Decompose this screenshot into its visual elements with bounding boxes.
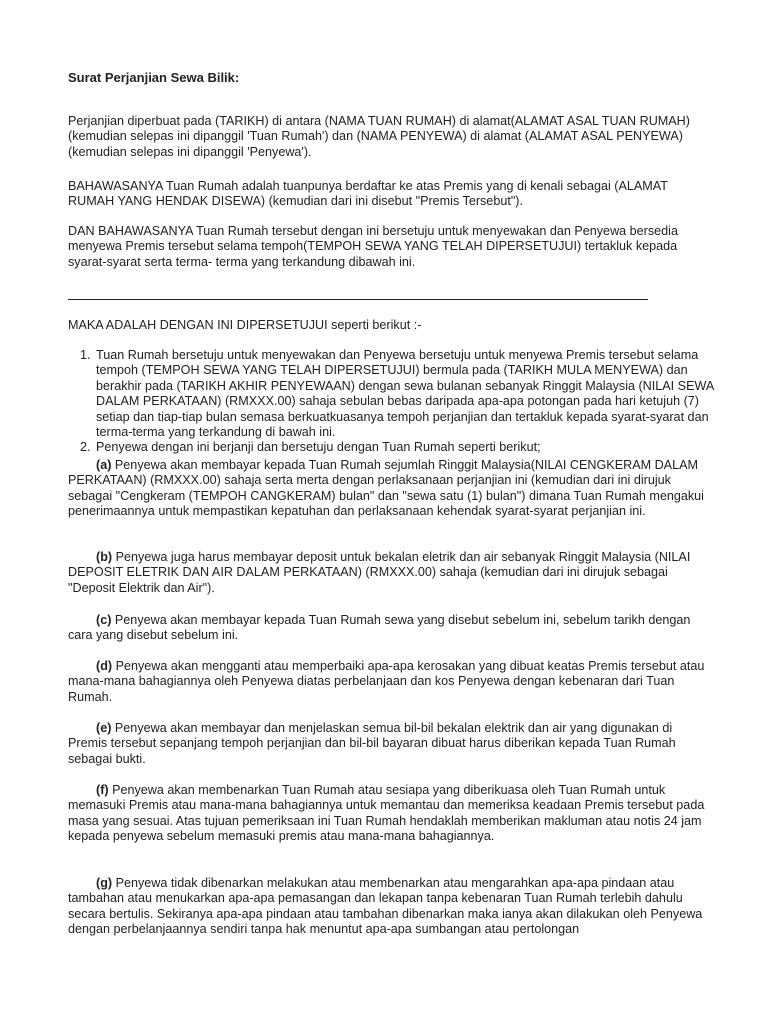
clause-label: (c) [96, 613, 112, 627]
document-title: Surat Perjanjian Sewa Bilik: [68, 70, 240, 85]
clause-text: Penyewa akan mengganti atau memperbaiki apa-apa kerosakan yang dibuat keatas Premis tersebut atau mana-mana bahagiannya oleh Penyewa diatas perbelanjaan dan kos Penyewa dengan kebenaran dari Tuan Rumah. [68, 659, 705, 704]
clause-label: (g) [96, 876, 113, 890]
intro-paragraph: Perjanjian diperbuat pada (TARIKH) di antara (NAMA TUAN RUMAH) di alamat(ALAMAT ASAL TUAN RUMAH) (kemudian selepas ini dipanggil 'Tuan Rumah') dan (NAMA PENYEWA) di alamat (ALAMAT ASAL PENYEWA) (kemudian selepas ini dipanggil 'Penyewa'). [68, 114, 690, 159]
clause-text: Penyewa akan membayar kepada Tuan Rumah sejumlah Ringgit Malaysia(NILAI CENGKERAM DALAM PERKATAAN) (RMXXX.00) sahaja serta merta dengan perlaksanaan perjanjian ini (kemudian dari ini dirujuk sebagai "Cengkeram (TEMPOH CANGKERAM) bulan" dan "sewa satu (1) bulan") dimana Tuan Rumah mengakui penerimaannya untuk mempastikan kepatuhan dan perlaksanaan kehendak syarat-syarat perjanjian ini. [68, 458, 704, 519]
terms-list [68, 348, 734, 456]
clause-label: (b) [96, 550, 113, 564]
clause-e [68, 721, 708, 767]
clause-label: (a) [96, 458, 112, 472]
clause-b [68, 550, 708, 596]
whereas-paragraph: BAHAWASANYA Tuan Rumah adalah tuanpunya berdaftar ke atas Premis yang di kenali sebagai (ALAMAT RUMAH YANG HENDAK DISEWA) (kemudian dari ini disebut "Premis Tersebut"). [68, 179, 668, 209]
clause-label: (d) [96, 659, 113, 673]
clause-label: (f) [96, 783, 109, 797]
clause-text: Penyewa akan membayar dan menjelaskan semua bil-bil bekalan elektrik dan air yang digunakan di Premis tersebut sepanjang tempoh perjanjian dan bil-bil bayaran dibuat harus diberikan kepada Tuan Rumah sebagai bukti. [68, 721, 676, 766]
clause-c [68, 613, 708, 644]
clause-g [68, 876, 708, 938]
separator-line [68, 299, 648, 300]
clause-text: Penyewa juga harus membayar deposit untuk bekalan eletrik dan air sebanyak Ringgit Malaysia (NILAI DEPOSIT ELETRIK DAN AIR DALAM PERKATAAN) (RMXXX.00) sahaja (kemudian dari ini dirujuk sebagai "Deposit Elektrik dan Air"). [68, 550, 691, 595]
clause-a [68, 458, 708, 520]
list-item: 2. Penyewa dengan ini berjanji dan bersetuju dengan Tuan Rumah seperti berikut; [94, 440, 734, 455]
list-item: 1. Tuan Rumah bersetuju untuk menyewakan dan Penyewa bersetuju untuk menyewa Premis tersebut selama tempoh (TEMPOH SEWA YANG TELAH DIPERSETUJUI) bermula pada (TARIKH MULA MENYEWA) dan berakhir pada (TARIKH AKHIR PENYEWAAN) dengan sewa bulanan sebanyak Ringgit Malaysia (NILAI SEWA DALAM PERKATAAN) (RMXXX.00) sahaja sebulan bebas daripada apa-apa potongan pada hari ketujuh (7) setiap dan tiap-tiap bulan semasa berkuatkuasanya tempoh perjanjian dan tertakluk kepada syarat-syarat dan terma-terma yang terkandung di bawah ini. [94, 348, 734, 440]
agreement-heading: MAKA ADALAH DENGAN INI DIPERSETUJUI seperti berikut :- [68, 318, 422, 332]
clause-text: Penyewa akan membenarkan Tuan Rumah atau sesiapa yang diberikuasa oleh Tuan Rumah untuk memasuki Premis atau mana-mana bahagiannya untuk memantau dan memeriksa keadaan Premis tersebut pada masa yang sesuai. Atas tujuan pemeriksaan ini Tuan Rumah hendaklah memberikan makluman atau notis 24 jam kepada penyewa sebelum memasuki premis atau mana-mana bahagiannya. [68, 783, 705, 844]
clause-f [68, 783, 708, 845]
and-whereas-paragraph: DAN BAHAWASANYA Tuan Rumah tersebut dengan ini bersetuju untuk menyewakan dan Penyewa bersedia menyewa Premis tersebut selama tempoh(TEMPOH SEWA YANG TELAH DIPERSETUJUI) tertakluk kepada syarat-syarat serta terma- terma yang terkandung dibawah ini. [68, 224, 678, 269]
clause-text: Penyewa akan membayar kepada Tuan Rumah sewa yang disebut sebelum ini, sebelum tarikh dengan cara yang disebut sebelum ini. [68, 613, 691, 643]
clause-d [68, 659, 708, 705]
clause-label: (e) [96, 721, 112, 735]
clause-text: Penyewa tidak dibenarkan melakukan atau membenarkan atau mengarahkan apa-apa pindaan atau tambahan atau menukarkan apa-apa pemasangan dan lekapan tanpa kebenaran Tuan Rumah terlebih dahulu secara bertulis. Sekiranya apa-apa pindaan atau tambahan dibenarkan maka ianya akan dilakukan oleh Penyewa dengan perbelanjaannya sendiri tanpa hak menuntut apa-apa sumbangan atau pertolongan [68, 876, 703, 937]
